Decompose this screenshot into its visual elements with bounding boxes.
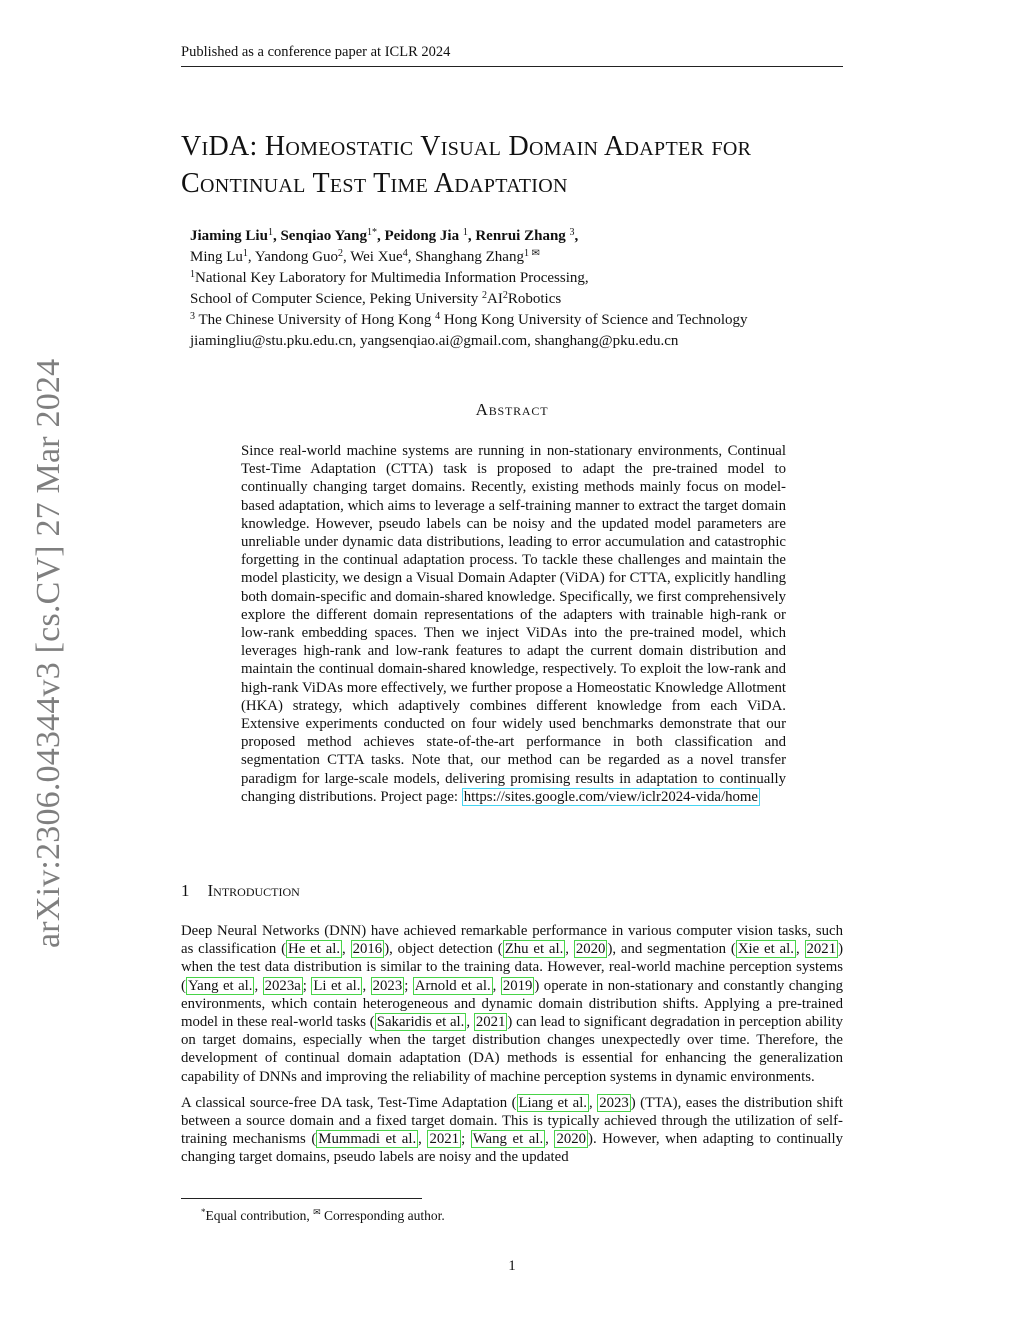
affiliation-sup: 1 [190,269,195,280]
footnote-text: Equal contribution, [205,1208,314,1223]
author-name: Ming Lu [190,249,243,265]
author-sup: 1 [242,248,248,259]
citation-link[interactable]: Sakaridis et al. [376,1014,465,1031]
affiliation-sup: 4 [435,311,441,322]
abstract-heading: Abstract [475,400,549,419]
author-line-2: Ming Lu$^1$, Yandong Guo$^2$, Wei Xue$^4$, Shanghang Zhang$^{1 ✉}$ [190,248,540,265]
affiliation-text: Hong Kong University of Science and Technology [440,312,748,328]
citation-link[interactable]: 2019 [502,977,533,994]
arxiv-stamp[interactable]: arXiv:2306.04344v3 [cs.CV] 27 Mar 2024 [30,358,67,948]
footnote-sup: * [201,1207,206,1217]
title-line-2: Continual Test Time Adaptation [181,168,568,199]
author-name: Shanghang Zhang [415,249,524,265]
author-sup: 2 [337,248,343,259]
author-name: Senqiao Yang [280,228,367,244]
footnote-text: Corresponding author. [320,1208,445,1223]
citation-link[interactable]: Zhu et al. [504,941,564,958]
affiliation-line-3 [190,310,850,331]
citation-link[interactable]: 2020 [575,941,606,958]
citation-link[interactable]: Mummadi et al. [318,1131,417,1148]
footnote-rule [181,1198,422,1199]
citation-link[interactable]: Arnold et al. [414,977,491,994]
footnote [201,1208,445,1224]
affiliation-text: The Chinese University of Hong Kong [195,312,436,328]
citation-link[interactable]: 2021 [429,1131,460,1148]
introduction-body [181,922,843,1175]
author-name: Jiaming Liu [190,228,268,244]
citation-link[interactable]: Yang et al. [187,977,253,994]
affiliation-sup: 2 [502,290,508,301]
page-number: 1 [508,1258,516,1274]
citation-link[interactable]: He et al. [288,941,341,958]
author-name: Yandong Guo [254,249,338,265]
paper-title [181,128,861,202]
citation-link[interactable]: 2016 [352,941,383,958]
author-sup: 1* [367,227,377,238]
project-page-label: Project page: [380,788,462,805]
affiliation-text: AI [487,291,503,307]
citation-link[interactable]: 2021 [475,1014,506,1031]
citation-link[interactable]: 2023 [372,977,403,994]
author-name: Renrui Zhang [475,228,566,244]
section-number: 1 [181,881,190,900]
author-emails: jiamingliu@stu.pku.edu.cn, yangsenqiao.ai@gmail.com, shanghang@pku.edu.cn [190,333,679,349]
section-title: Introduction [207,881,300,900]
running-header: Published as a conference paper at ICLR 2024 [181,44,843,67]
author-sup: 1 ✉ [523,248,540,259]
author-sup: 1 [462,227,468,238]
affiliation-text: School of Computer Science, Peking University [190,291,483,307]
affiliation-line-2 [190,289,850,310]
citation-link[interactable]: Liang et al. [518,1094,588,1111]
affiliation-text: National Key Laboratory for Multimedia Information Processing, [195,270,589,286]
affiliation-sup: 3 [190,311,195,322]
citation-link[interactable]: 2023a [264,977,301,994]
section-heading-introduction [181,881,300,901]
citation-link[interactable]: 2021 [806,941,837,958]
affiliation-text: Robotics [507,291,562,307]
author-name: Peidong Jia [384,228,460,244]
title-line-1: ViDA: Homeostatic Visual Domain Adapter for [181,131,752,162]
author-block [190,226,850,352]
abstract-text: Since real-world machine systems are running in non-stationary environments, Continual Test-Time Adaptation (CTTA) task is proposed to adapt the pre-trained model to continually changing target domains. Recently, existing methods mainly focus on model-based adaptation, which aims to leverage a self-training manner to extract the target domain knowledge. However, pseudo labels can be noisy and the updated model parameters are unreliable under dynamic data distributions, leading to error accumulation and catastrophic forgetting in the continual adaptation process. To tackle these challenges and maintain the model plasticity, we design a Visual Domain Adapter (ViDA) for CTTA, explicitly handling both domain-specific and domain-shared knowledge. Specifically, we first comprehensively explore the different domain representations of the adapters with trainable high-rank or low-rank embedding spaces. Then we inject ViDAs into the pre-trained model, which leverages high-rank and low-rank features to adapt the current domain distribution and maintain the continual domain-shared knowledge, respectively. To exploit the low-rank and high-rank ViDAs more effectively, we further propose a Homeostatic Knowledge Allotment (HKA) strategy, which adaptively combines different knowledge from each ViDA. Extensive experiments conducted on four widely used benchmarks demonstrate that our proposed method achieves state-of-the-art performance in both classification and segmentation CTTA tasks. Note that, our method can be regarded as a novel transfer paradigm for large-scale models, delivering promising results in adaptation to continually changing distributions. [241,443,786,805]
citation-link[interactable]: Li et al. [313,977,361,994]
affiliation-sup: 2 [482,290,488,301]
intro-paragraph-2: A classical source-free DA task, Test-Time Adaptation ( Liang et al. , 2023 ) (TTA), eases the distribution shift between a source domain and a fixed target domain. This is typically achieved through the utilization of self-training mechanisms ( Mummadi et al. , 2021 ; Wang et al. , 2020 ). However, when adapting to continually changing target domains, pseudo labels are noisy and the updated [181,1094,844,1166]
author-name: Wei Xue [350,249,403,265]
project-page-link[interactable]: https://sites.google.com/view/iclr2024-vida/home [463,788,758,805]
citation-link[interactable]: 2020 [556,1131,587,1148]
envelope-icon: ✉ [313,1207,321,1217]
author-line-1: Jiaming Liu$^1$, Senqiao Yang$^{1*}$, Peidong Jia $^1$, Renrui Zhang $^3$, [190,227,579,244]
intro-paragraph-1: Deep Neural Networks (DNN) have achieved remarkable performance in various computer vision tasks, such as classification ( He et al. , 2016 ), object detection ( Zhu et al. , 2020 ), and segmentation ( Xie et al. , 2021 ) when the test data distribution is similar to the training data. However, real-world machine perception systems ( Yang et al. , 2023a ; Li et al. , 2023 ; Arnold et al. , 2019 ) operate in non-stationary and constantly changing environments, which contain heterogeneous and dynamic domain distribution shifts. Applying a pre-trained model in these real-world tasks ( Sakaridis et al. , 2021 ) can lead to significant degradation in perception ability on target domains, especially when the target distribution changes unexpectedly over time. Therefore, the development of continual domain adaptation (DA) methods is essential for enhancing the generalization capability of DNNs and improving the reliability of machine perception systems in dynamic environments. [181,923,844,1085]
abstract-body [241,442,786,806]
citation-link[interactable]: Wang et al. [472,1131,544,1148]
author-sup: 1 [267,227,273,238]
affiliation-line-1 [190,268,850,289]
citation-link[interactable]: Xie et al. [737,941,794,958]
author-sup: 3 [569,227,575,238]
author-sup: 4 [402,248,408,259]
citation-link[interactable]: 2023 [599,1094,629,1111]
